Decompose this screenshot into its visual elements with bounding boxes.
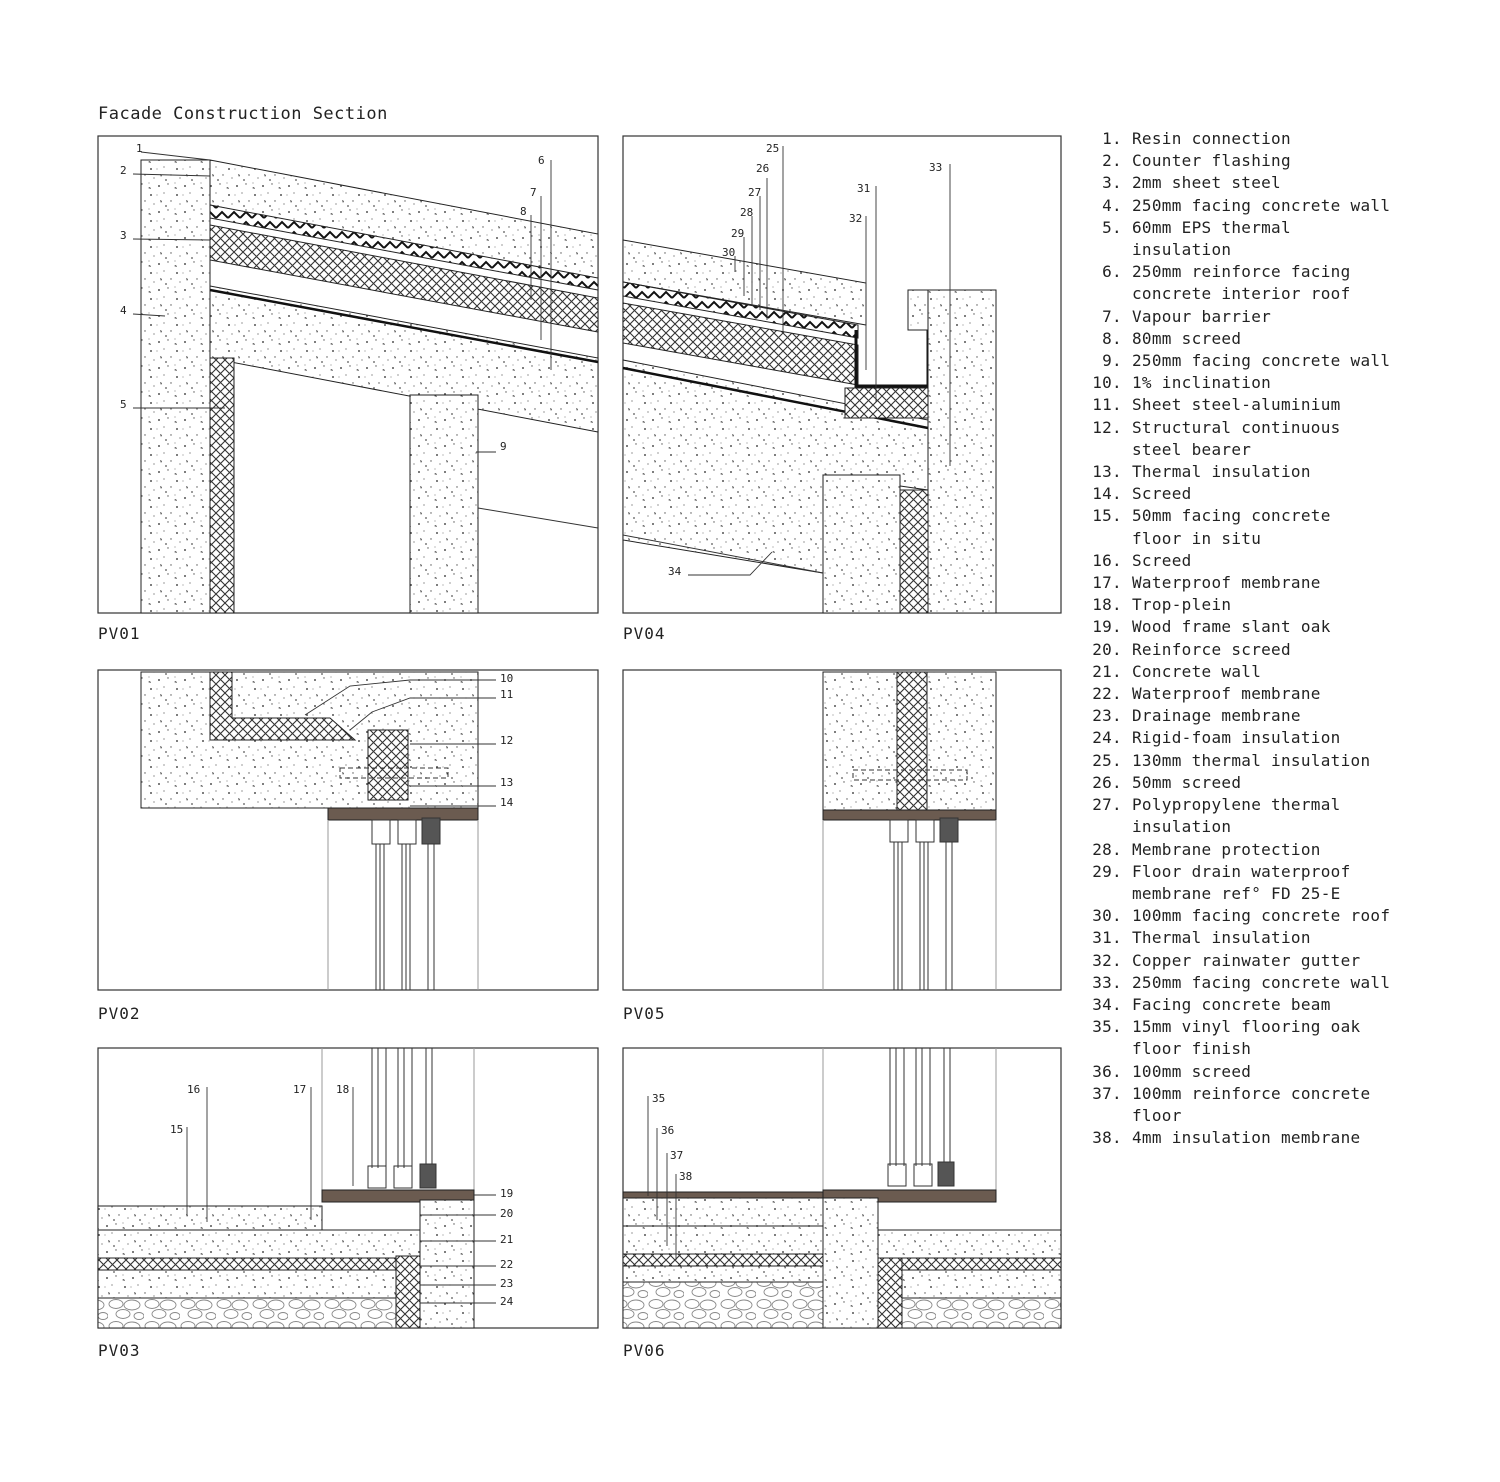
legend-item: [1088, 727, 1488, 749]
legend-item-number: 20.: [1092, 639, 1122, 659]
legend-item-text: Waterproof membrane: [1132, 684, 1321, 704]
legend-item: [1088, 483, 1488, 505]
callout-number: 1: [136, 142, 143, 155]
legend-item-number: 26.: [1092, 772, 1122, 792]
legend-item-text: Waterproof membrane: [1132, 573, 1321, 593]
legend-item-number: 25.: [1092, 750, 1122, 770]
legend-item-number: 7.: [1102, 306, 1122, 326]
legend-item-number: 13.: [1092, 462, 1122, 482]
legend-item-number: 37.: [1092, 1083, 1122, 1103]
callout-number: 35: [652, 1092, 666, 1105]
callout-number: 19: [500, 1187, 514, 1200]
legend-item-number: 33.: [1092, 972, 1122, 992]
legend-item: [1088, 950, 1488, 972]
callout-number: 28: [740, 206, 754, 219]
legend-item-number: 16.: [1092, 550, 1122, 570]
legend-item-text: 250mm reinforce facing concrete interior roof: [1132, 262, 1351, 304]
callout-number: 24: [500, 1295, 514, 1308]
legend-item: [1088, 217, 1488, 261]
legend-item-number: 18.: [1092, 595, 1122, 615]
legend-item-text: 130mm thermal insulation: [1132, 750, 1371, 770]
callout-number: 17: [293, 1083, 307, 1096]
legend-item: [1088, 616, 1488, 638]
legend-item-text: Screed: [1132, 484, 1192, 504]
callout-number: 32: [849, 212, 863, 225]
legend-item: [1088, 594, 1488, 616]
legend-item: [1088, 1016, 1488, 1060]
legend-item-number: 14.: [1092, 484, 1122, 504]
legend-item: [1088, 639, 1488, 661]
panel-pv06: [623, 1048, 1061, 1328]
legend-item: [1088, 394, 1488, 416]
legend-item-text: Polypropylene thermal insulation: [1132, 795, 1341, 837]
legend-item-text: 1% inclination: [1132, 373, 1272, 393]
callout-number: 33: [929, 161, 943, 174]
legend-item-text: Drainage membrane: [1132, 706, 1301, 726]
panel-label-pv02: PV02: [98, 1004, 141, 1023]
legend-item-text: 60mm EPS thermal insulation: [1132, 217, 1291, 260]
legend-item: [1088, 261, 1488, 305]
legend-item-number: 3.: [1102, 173, 1122, 193]
legend-item: [1088, 550, 1488, 572]
legend-item-number: 34.: [1092, 994, 1122, 1014]
legend-item-text: Rigid-foam insulation: [1132, 728, 1341, 748]
legend-item-text: 50mm screed: [1132, 772, 1242, 792]
legend-item-number: 23.: [1092, 706, 1122, 726]
callout-number: 23: [500, 1277, 514, 1290]
legend-item-text: Vapour barrier: [1132, 306, 1272, 326]
legend-item: [1088, 772, 1488, 794]
callout-number: 25: [766, 142, 780, 155]
legend-item: [1088, 994, 1488, 1016]
legend-item: [1088, 128, 1488, 150]
legend-item: [1088, 1061, 1488, 1083]
legend-item-number: 30.: [1092, 906, 1122, 926]
legend-item-number: 32.: [1092, 950, 1122, 970]
legend-item: [1088, 661, 1488, 683]
callout-number: 37: [670, 1149, 684, 1162]
legend-item: [1088, 1083, 1488, 1127]
legend-item-number: 10.: [1092, 373, 1122, 393]
callout-number: 31: [857, 182, 871, 195]
legend-list: [1088, 128, 1488, 1149]
legend-item-text: 250mm facing concrete wall: [1132, 195, 1391, 215]
legend-item-text: 80mm screed: [1132, 328, 1242, 348]
panel-pv04: [623, 136, 1061, 613]
callout-number: 29: [731, 227, 745, 240]
callout-number: 13: [500, 776, 514, 789]
legend-item-number: 2.: [1102, 151, 1122, 171]
legend-item-text: 4mm insulation membrane: [1132, 1128, 1361, 1148]
callout-number: 15: [170, 1123, 184, 1136]
callout-number: 20: [500, 1207, 514, 1220]
legend-item-text: 250mm facing concrete wall: [1132, 972, 1391, 992]
legend-item: [1088, 306, 1488, 328]
legend-item: [1088, 417, 1488, 461]
panel-label-pv05: PV05: [623, 1004, 666, 1023]
callout-number: 27: [748, 186, 762, 199]
panel-pv05: [623, 670, 1061, 990]
legend-item-number: 5.: [1102, 217, 1122, 237]
legend-item-number: 36.: [1092, 1061, 1122, 1081]
callout-number: 12: [500, 734, 514, 747]
legend-item-number: 15.: [1092, 506, 1122, 526]
legend-item-text: Counter flashing: [1132, 151, 1291, 171]
legend-item: [1088, 150, 1488, 172]
legend-item-text: Screed: [1132, 550, 1192, 570]
callout-number: 21: [500, 1233, 514, 1246]
legend-item-number: 4.: [1102, 195, 1122, 215]
callout-number: 11: [500, 688, 514, 701]
legend-item-text: Sheet steel-aluminium: [1132, 395, 1341, 415]
legend-item: [1088, 172, 1488, 194]
legend-item: [1088, 372, 1488, 394]
legend-item-number: 38.: [1092, 1128, 1122, 1148]
legend-item-number: 6.: [1102, 262, 1122, 282]
callout-number: 3: [120, 229, 127, 242]
callout-number: 30: [722, 246, 736, 259]
legend-item-number: 9.: [1102, 351, 1122, 371]
callout-number: 22: [500, 1258, 514, 1271]
legend-item-text: 100mm facing concrete roof: [1132, 906, 1391, 926]
legend-item: [1088, 794, 1488, 838]
legend-item-text: 2mm sheet steel: [1132, 173, 1281, 193]
legend-item-number: 21.: [1092, 661, 1122, 681]
panel-label-pv01: PV01: [98, 624, 141, 643]
legend-item-text: 100mm reinforce concrete floor: [1132, 1083, 1371, 1125]
callout-number: 14: [500, 796, 514, 809]
legend-item-text: 50mm facing concrete floor in situ: [1132, 506, 1331, 548]
legend-item: [1088, 839, 1488, 861]
callout-number: 16: [187, 1083, 201, 1096]
legend-item-text: Thermal insulation: [1132, 462, 1311, 482]
legend-item-number: 11.: [1092, 395, 1122, 415]
legend-item: [1088, 328, 1488, 350]
legend-item-text: Reinforce screed: [1132, 639, 1291, 659]
legend-item-text: Membrane protection: [1132, 839, 1321, 859]
legend-item-text: 100mm screed: [1132, 1061, 1252, 1081]
panel-label-pv06: PV06: [623, 1341, 666, 1360]
legend-item-number: 28.: [1092, 839, 1122, 859]
callout-number: 18: [336, 1083, 350, 1096]
legend-item-number: 24.: [1092, 728, 1122, 748]
legend-item-number: 17.: [1092, 573, 1122, 593]
callout-number: 4: [120, 304, 127, 317]
callout-number: 6: [538, 154, 545, 167]
legend-item-text: 15mm vinyl flooring oak floor finish: [1132, 1017, 1361, 1059]
callout-number: 26: [756, 162, 770, 175]
legend-item-text: Structural continuous steel bearer: [1132, 417, 1341, 459]
legend-item: [1088, 572, 1488, 594]
legend-item-number: 8.: [1102, 328, 1122, 348]
legend-item: [1088, 505, 1488, 549]
legend-item-text: Resin connection: [1132, 129, 1291, 148]
panel-label-pv03: PV03: [98, 1341, 141, 1360]
legend-item: [1088, 861, 1488, 905]
legend-item: [1088, 683, 1488, 705]
callout-number: 34: [668, 565, 682, 578]
legend-item-number: 1.: [1102, 129, 1122, 148]
callout-number: 8: [520, 205, 527, 218]
legend-item-number: 29.: [1092, 861, 1122, 881]
legend-item: [1088, 705, 1488, 727]
legend-item-number: 19.: [1092, 617, 1122, 637]
callout-number: 10: [500, 672, 514, 685]
legend-item: [1088, 350, 1488, 372]
legend-item-number: 27.: [1092, 795, 1122, 815]
callout-number: 2: [120, 164, 127, 177]
panel-pv02: [98, 670, 598, 990]
callout-number: 7: [530, 186, 537, 199]
legend-item: [1088, 750, 1488, 772]
legend-item: [1088, 195, 1488, 217]
legend-item: [1088, 461, 1488, 483]
legend-item: [1088, 1127, 1488, 1149]
legend-item: [1088, 927, 1488, 949]
legend-item-text: 250mm facing concrete wall: [1132, 351, 1391, 371]
legend-item-text: Wood frame slant oak: [1132, 617, 1331, 637]
legend-item: [1088, 905, 1488, 927]
callout-number: 9: [500, 440, 507, 453]
page-title: Facade Construction Section: [98, 104, 388, 124]
panel-label-pv04: PV04: [623, 624, 666, 643]
legend-item-text: Thermal insulation: [1132, 928, 1311, 948]
legend-item: [1088, 972, 1488, 994]
legend-item-text: Copper rainwater gutter: [1132, 950, 1361, 970]
callout-number: 38: [679, 1170, 693, 1183]
legend-item-text: Floor drain waterproof membrane ref° FD 25-E: [1132, 861, 1351, 903]
legend-item-number: 22.: [1092, 684, 1122, 704]
legend-item-text: Trop-plein: [1132, 595, 1232, 615]
legend-item-text: Facing concrete beam: [1132, 994, 1331, 1014]
legend-item-number: 31.: [1092, 928, 1122, 948]
callout-number: 36: [661, 1124, 675, 1137]
legend-item-text: Concrete wall: [1132, 661, 1262, 681]
legend-item-number: 12.: [1092, 417, 1122, 437]
legend-item-number: 35.: [1092, 1017, 1122, 1037]
callout-number: 5: [120, 398, 127, 411]
